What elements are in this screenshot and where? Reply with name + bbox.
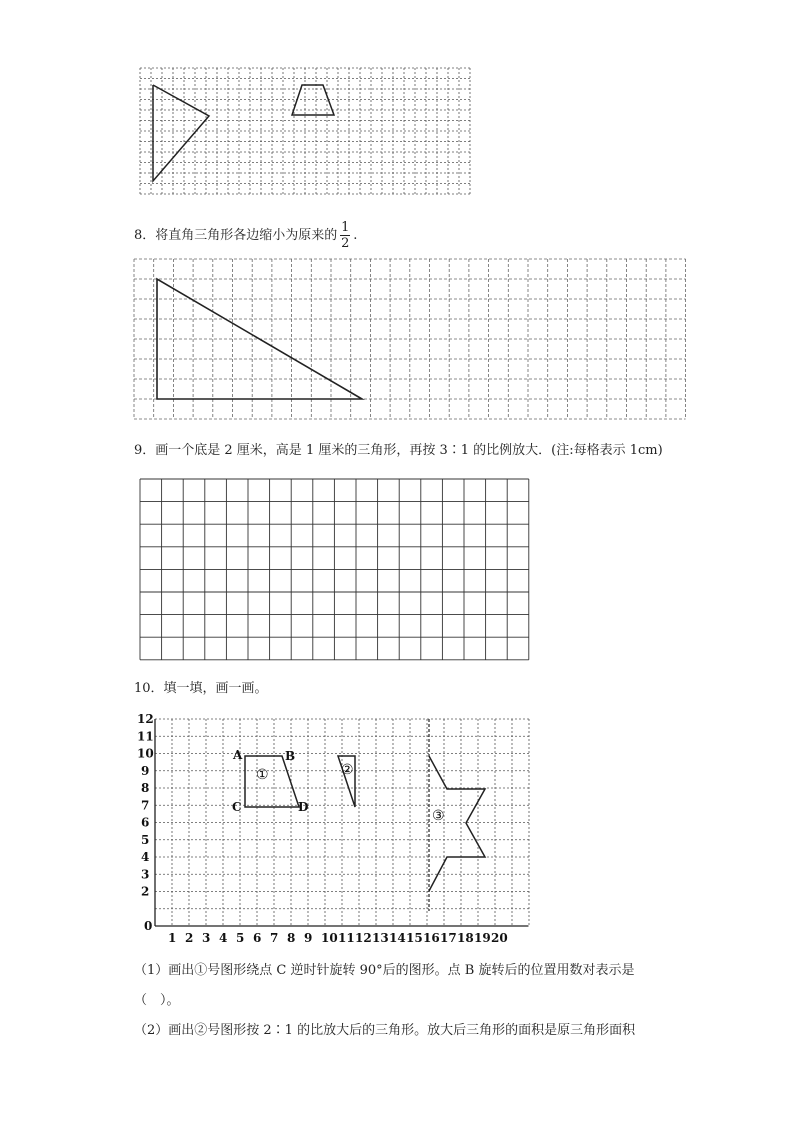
y-tick-label: 5 bbox=[141, 832, 150, 847]
x-tick-label: 2 bbox=[185, 931, 194, 945]
x-tick-label: 11 bbox=[338, 931, 355, 945]
y-tick-label: 6 bbox=[141, 815, 150, 830]
x-tick-label: 5 bbox=[236, 931, 245, 945]
q10-sub1-line1: （1）画出①号图形绕点 C 逆时针旋转 90°后的图形。点 B 旋转后的位置用数对表示是 bbox=[134, 963, 635, 978]
q10-sub1-answer-blank: （ ）。 bbox=[134, 993, 180, 1008]
shape-label-2: ② bbox=[341, 762, 354, 778]
y-tick-label: 3 bbox=[141, 867, 150, 882]
x-tick-label: 6 bbox=[253, 931, 262, 945]
x-tick-label: 8 bbox=[287, 931, 296, 945]
x-tick-label: 12 bbox=[355, 931, 372, 945]
y-tick-label: 12 bbox=[137, 712, 154, 726]
y-tick-label: 2 bbox=[141, 884, 150, 899]
x-tick-label: 9 bbox=[304, 931, 313, 945]
x-tick-label: 10 bbox=[321, 931, 338, 945]
question-8: 8．将直角三角形各边缩小为原来的 $\frac{1}{2}$ . bbox=[134, 220, 358, 251]
point-label-b: B bbox=[285, 749, 296, 763]
x-tick-label: 19 bbox=[474, 931, 491, 945]
x-tick-label: 0 bbox=[144, 919, 153, 933]
point-label-d: D bbox=[298, 800, 309, 814]
x-tick-label: 14 bbox=[389, 931, 406, 945]
y-tick-label: 11 bbox=[137, 729, 154, 744]
y-tick-label: 8 bbox=[141, 781, 150, 795]
shape-label-1: ① bbox=[256, 767, 269, 783]
y-tick-label: 9 bbox=[141, 763, 150, 778]
y-tick-label: 10 bbox=[137, 746, 154, 761]
x-tick-label: 18 bbox=[457, 931, 474, 945]
point-label-c: C bbox=[232, 800, 242, 814]
x-tick-label: 16 bbox=[423, 931, 440, 945]
x-tick-label: 7 bbox=[270, 931, 279, 945]
point-label-a: A bbox=[233, 748, 243, 762]
fraction-one-half: $\frac{1}{2}$ bbox=[341, 220, 350, 251]
x-tick-label: 1 bbox=[168, 931, 177, 945]
q10-sub2: （2）画出②号图形按 2∶1 的比放大后的三角形。放大后三角形的面积是原三角形面积 bbox=[134, 1023, 636, 1038]
shape-label-3: ③ bbox=[432, 808, 445, 824]
y-tick-label: 4 bbox=[141, 850, 150, 864]
x-tick-label: 15 bbox=[406, 931, 423, 945]
y-tick-label: 7 bbox=[141, 798, 150, 813]
x-tick-label: 13 bbox=[372, 931, 389, 945]
x-tick-label: 17 bbox=[440, 931, 457, 945]
question-10: 10．填一填，画一画。 bbox=[134, 681, 268, 696]
x-tick-label: 20 bbox=[491, 931, 508, 945]
question-9: 9．画一个底是 2 厘米，高是 1 厘米的三角形，再按 3∶1 的比例放大．(注:每格表示 1cm) bbox=[134, 443, 663, 458]
x-tick-label: 4 bbox=[219, 931, 228, 945]
x-tick-label: 3 bbox=[202, 931, 211, 945]
